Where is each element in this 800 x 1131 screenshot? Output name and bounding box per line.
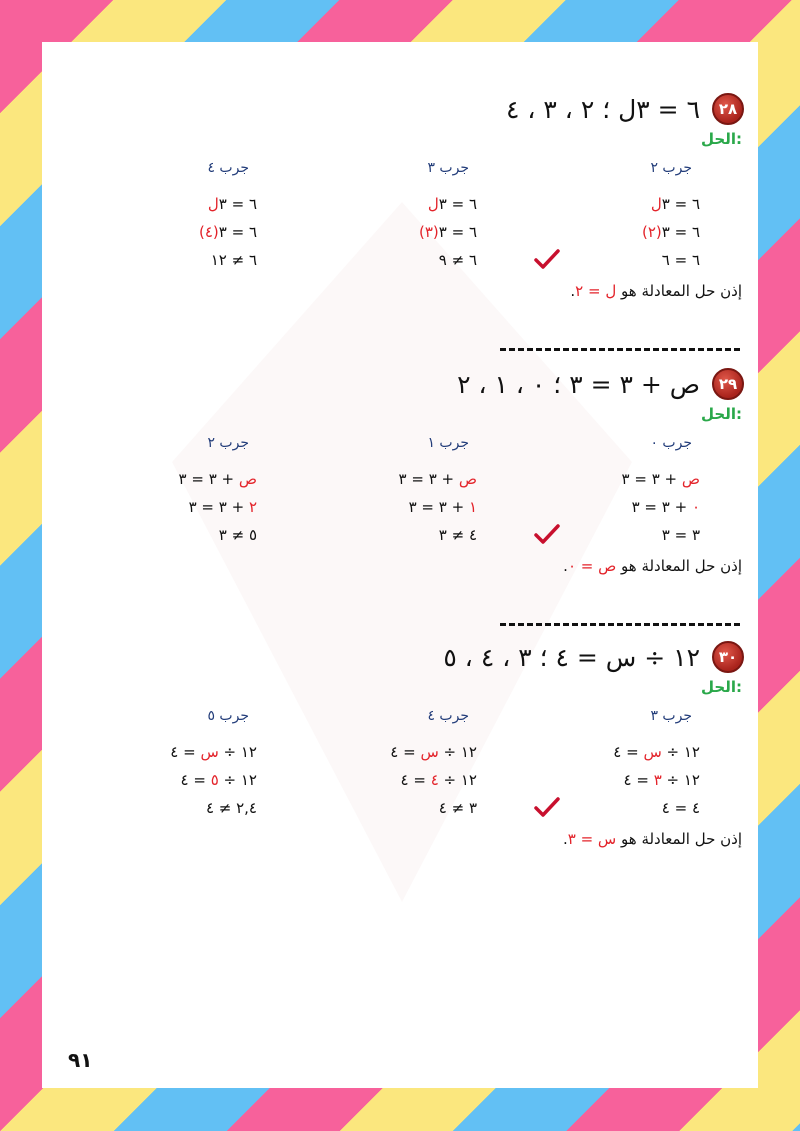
problem-number-badge: ٣٠ [712,641,744,673]
trial-step-3: ٢,٤ ≠ ٤ [205,799,257,817]
solution-label: الحل: [701,130,742,148]
trial-step-3: ٦ ≠ ٩ [438,251,477,269]
trial-title: جرب ٣ [650,708,692,724]
check-icon [534,796,560,818]
trial-step-2: ١٢ ÷ ٣ = ٤ [623,771,700,789]
check-icon [534,523,560,545]
trial-step-3: ٤ ≠ ٣ [438,526,477,544]
trial-step-3: ٥ ≠ ٣ [218,526,257,544]
trial-column [317,435,477,549]
trial-title: جرب ٢ [207,435,249,451]
page-number: ٩١ [68,1048,93,1072]
solution-statement: إذن حل المعادلة هو ص = ٠. [563,557,742,575]
trial-step-2: ٦ = ٣(٤) [198,223,257,241]
trial-step-1: ١٢ ÷ س = ٤ [170,743,257,761]
problem-header [443,640,744,674]
trial-column [540,160,700,274]
trial-step-1: ٦ = ٣ل [427,195,477,213]
trial-step-2: ٦ = ٣(٢) [641,223,700,241]
trial-step-3: ٣ ≠ ٤ [438,799,477,817]
trial-column [97,435,257,549]
trial-step-3: ٦ ≠ ١٢ [210,251,257,269]
trial-step-1: ٦ = ٣ل [650,195,700,213]
trial-title: جرب ٤ [427,708,469,724]
solution-statement: إذن حل المعادلة هو س = ٣. [562,830,742,848]
problem-equation: ص + ٣ = ٣ ؛ ٠ ، ١ ، ٢ [457,369,700,399]
solution-label: الحل: [701,678,742,696]
trial-column [540,708,700,822]
trial-column [97,160,257,274]
trial-title: جرب ٤ [207,160,249,176]
trial-step-1: ص + ٣ = ٣ [398,470,477,488]
trial-step-3: ٣ = ٣ [540,521,700,549]
trial-step-1: ١٢ ÷ س = ٤ [390,743,477,761]
problem-30 [42,640,758,910]
trial-column [540,435,700,549]
trial-step-1: ٦ = ٣ل [207,195,257,213]
trial-title: جرب ١ [427,435,469,451]
trial-step-2: ١٢ ÷ ٤ = ٤ [400,771,477,789]
worksheet-page [42,42,758,1088]
trial-step-2: ٦ = ٣(٣) [418,223,477,241]
trial-step-3: ٤ = ٤ [540,794,700,822]
trial-title: جرب ٢ [650,160,692,176]
section-divider [500,348,740,352]
trial-column [97,708,257,822]
problem-equation: ٦ = ٣ل ؛ ٢ ، ٣ ، ٤ [506,94,700,124]
trial-step-2: ٢ + ٣ = ٣ [188,498,257,516]
solution-statement: إذن حل المعادلة هو ل = ٢. [570,282,742,300]
trial-title: جرب ٥ [207,708,249,724]
check-icon [534,248,560,270]
problem-header [457,367,744,401]
trial-step-1: ص + ٣ = ٣ [621,470,700,488]
problem-29 [42,367,758,637]
solution-label: الحل: [701,405,742,423]
problem-header [506,92,744,126]
trial-step-2: ١٢ ÷ ٥ = ٤ [180,771,257,789]
trial-step-2: ٠ + ٣ = ٣ [631,498,700,516]
problem-equation: ١٢ ÷ س = ٤ ؛ ٣ ، ٤ ، ٥ [443,642,700,672]
trial-title: جرب ٠ [650,435,692,451]
problem-number-badge: ٢٨ [712,93,744,125]
trial-step-1: ١٢ ÷ س = ٤ [613,743,700,761]
trial-step-3: ٦ = ٦ [540,246,700,274]
problem-number-badge: ٢٩ [712,368,744,400]
trial-title: جرب ٣ [427,160,469,176]
trial-column [317,160,477,274]
trial-step-1: ص + ٣ = ٣ [178,470,257,488]
trial-step-2: ١ + ٣ = ٣ [408,498,477,516]
problem-28 [42,92,758,362]
section-divider [500,623,740,627]
trial-column [317,708,477,822]
